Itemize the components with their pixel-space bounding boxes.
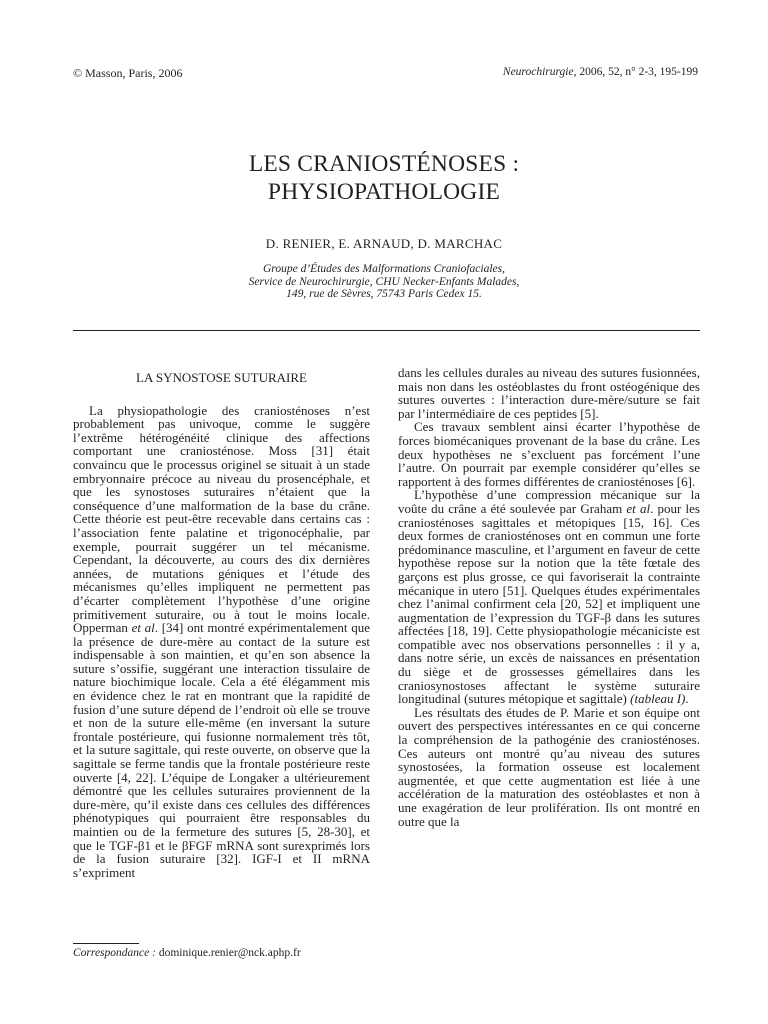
body-paragraph: Ces travaux semblent ainsi écarter l’hypothèse de forces biomécaniques provenant de la base du crâne. Les deux hypothèses ne s’excluent pas forcément l’une l’autre. On pourrait par exemple considérer qu’elles se rapportent à des formes différentes de craniosténoses [6].: [398, 419, 700, 489]
section-heading: [73, 371, 370, 385]
table-reference-link[interactable]: (tableau I): [630, 691, 686, 707]
body-paragraph: Les résultats des études de P. Marie et son équipe ont ouvert des perspectives intéressantes en ce qui concerne la compréhension de la pathogénie des craniosténoses. Ces auteurs ont montré qu’au niveau des sutures synostosées, la formation osseuse est localement augmentée, et que cette augmentation est liée à une accélération de la maturation des ostéoblastes et non à une exagération de leur prolifération. Ils ont montré en outre que la: [398, 704, 700, 829]
et-al-italic: et al: [626, 500, 651, 516]
paragraph-text-continued: . [34] ont montré expérimentalement que la présence de dure-mère au contact de la suture est indispensable à son maintien, et qu’en son absence la suture s’ossifie, suggérant une interaction tissulaire de nature biochimique locale. Cela a été élégamment mis en évidence chez le rat en montrant que la rapidité de fusion d’une suture dépend de l’endroit où elle se trouve et non de la suture elle-même (en inversant la suture frontale postérieure, qui fusionne normalement très tôt, et la suture sagittale, qui reste ouverte, on observe que la sagittale se ferme tandis que la frontale postérieure reste ouverte [4, 22]. L’équipe de Longaker a ultérieurement démontré que les cellules suturaires proviennent de la dure-mère, qu’il existe dans ces cellules des différences phénotypiques qui pourraient être responsables du maintien ou de la fermeture des sutures [5, 28-30], et que le TGF-β1 et le βFGF mRNA sont surexprimés lors de la fusion suturaire [32]. IGF-I et II mRNA s’expriment: [73, 620, 371, 880]
journal-issue-details: , 2006, 52, n° 2-3, 195-199: [573, 66, 698, 78]
affiliation-line-2: Service de Neurochirurgie, CHU Necker-Enfants Malades,: [248, 275, 520, 288]
body-paragraph: [398, 488, 700, 706]
affiliation-line-3: 149, rue de Sèvres, 75743 Paris Cedex 15.: [286, 288, 482, 300]
footnote-label: Correspondance :: [73, 947, 156, 959]
journal-name: Neurochirurgie: [502, 66, 574, 78]
paragraph-text-end: .: [685, 691, 689, 707]
right-column: [398, 366, 700, 828]
journal-citation-header: [503, 66, 698, 78]
correspondence-footnote: [73, 947, 301, 959]
title-line-1: LES CRANIOSTÉNOSES :: [248, 151, 520, 177]
copyright-header: © Masson, Paris, 2006: [73, 66, 183, 80]
paragraph-text: L’hypothèse d’une compression mécanique sur la voûte du crâne a été soulevée par Graham: [398, 487, 700, 516]
article-title: [0, 150, 768, 206]
body-paragraph: [73, 404, 370, 880]
paragraph-text-continued: . pour les craniosténoses sagittales et métopiques [15, 16]. Ces deux formes de craniosténoses ont en commun une forte prédominance masculine, et l’argument en faveur de cette hypothèse repose sur la notion que la tête fœtale des garçons est plus grosse, ce qui favoriserait la contrainte mécanique in utero [51]. Quelques études expérimentales chez l’animal confirment cela [20, 52] et impliquent une augmentation de l’expression du TGF-β dans les sutures affectées [18, 19]. Cette physiopathologie mécaniciste est compatible avec nos observations personnelles : il y a, dans notre série, un excès de naissances en présentation du siège et de grossesses gémellaires dans les craniosynostoses affectant le système suturaire longitudinal (sutures métopique et sagittale): [398, 500, 700, 707]
footnote-divider: [73, 943, 139, 944]
affiliation: [0, 263, 768, 301]
affiliation-line-1: Groupe d’Études des Malformations Craniofaciales,: [262, 263, 506, 275]
correspondence-email[interactable]: dominique.renier@nck.aphp.fr: [155, 947, 301, 959]
body-paragraph: dans les cellules durales au niveau des sutures fusionnées, mais non dans les ostéoblastes du front ostéogénique des sutures ouvertes : l’interaction dure-mère/suture se fait par l’intermédiaire de ces peptides [5].: [398, 365, 700, 421]
author-list: D. RENIER, E. ARNAUD, D. MARCHAC: [265, 236, 503, 251]
paragraph-text: La physiopathologie des craniosténoses n’est probablement pas univoque, comme le suggère l’extrême hétérogénéité clinique des affections comportant une craniosténose. Moss [31] était convaincu que le processus originel se situait à un stade embryonnaire précoce au niveau du prosencéphale, et que les synostoses suturaires n’étaient que la conséquence d’une malformation de la base du crâne. Cette théorie est peut-être recevable dans certains cas : l’association fente palatine et trigonocéphalie, par exemple, pourrait suggérer un tel mécanisme. Cependant, la découverte, au cours des dix dernières années, de mutations géniques et l’étude des mécanismes qu’elles impliquent ne permettent pas d’écarter complètement l’hypothèse d’une origine primitivement suturaire, ou à tout le moins locale. Opperman: [73, 402, 370, 636]
title-divider: [73, 330, 700, 331]
title-line-2: PHYSIOPATHOLOGIE: [267, 179, 501, 205]
section-heading-text: LA SYNOSTOSE SUTURAIRE: [136, 370, 307, 385]
et-al-italic: et al: [131, 620, 155, 636]
left-column: [73, 366, 370, 879]
